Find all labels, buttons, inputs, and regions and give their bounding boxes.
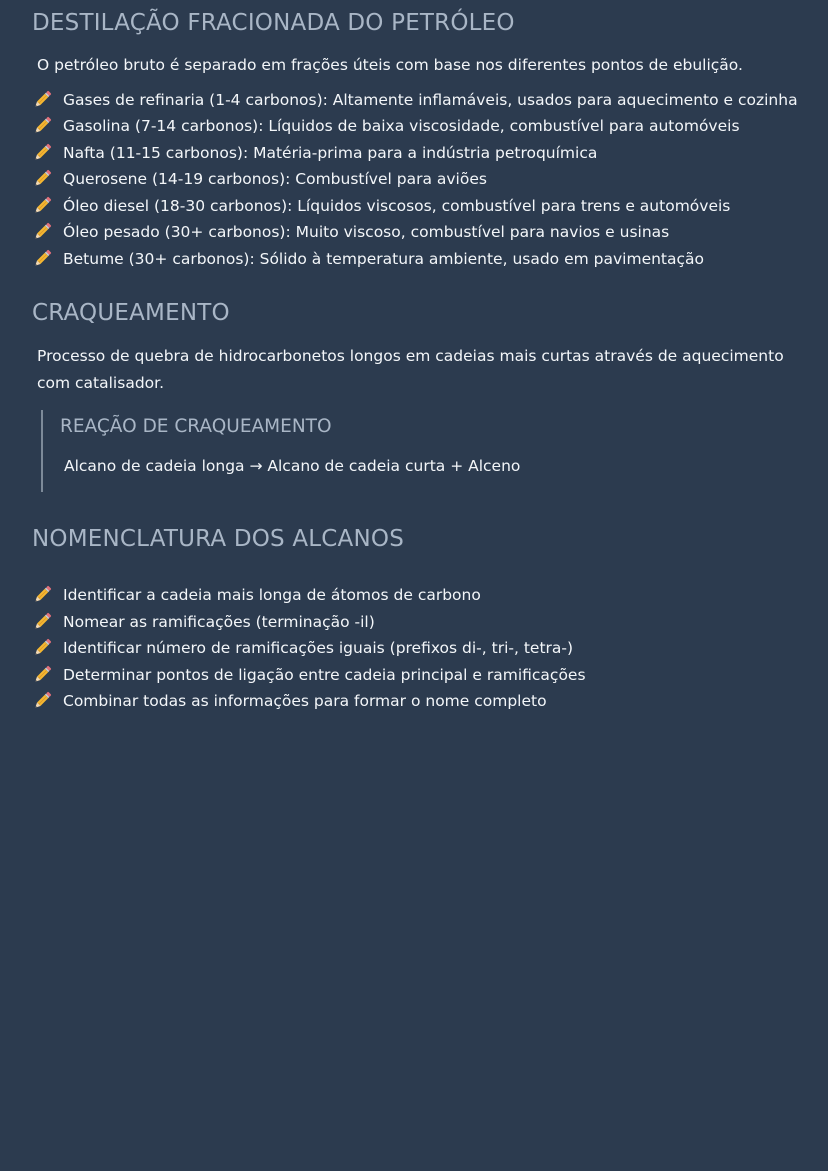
list-item xyxy=(32,688,798,715)
pencil-icon xyxy=(32,196,52,216)
reaction-callout xyxy=(41,410,798,492)
list-item xyxy=(32,193,798,220)
list-item xyxy=(32,166,798,193)
pencil-icon xyxy=(32,638,52,658)
list-item-text: Gasolina (7-14 carbonos): Líquidos de baixa viscosidade, combustível para automóveis xyxy=(63,117,740,136)
list-item xyxy=(32,87,798,114)
cracking-title: CRAQUEAMENTO xyxy=(32,300,230,326)
list-item-text: Combinar todas as informações para formar o nome completo xyxy=(63,692,547,711)
pencil-icon xyxy=(32,691,52,711)
list-item-text: Betume (30+ carbonos): Sólido à temperatura ambiente, usado em pavimentação xyxy=(63,249,705,268)
pencil-icon xyxy=(32,585,52,605)
nomenclature-title: NOMENCLATURA DOS ALCANOS xyxy=(32,526,404,552)
distillation-title: DESTILAÇÃO FRACIONADA DO PETRÓLEO xyxy=(32,10,515,36)
list-item-text: Óleo diesel (18-30 carbonos): Líquidos viscosos, combustível para trens e automóveis xyxy=(63,196,731,215)
reaction-equation: Alcano de cadeia longa → Alcano de cadeia curta + Alceno xyxy=(64,457,521,475)
list-item xyxy=(32,113,798,140)
list-item xyxy=(32,246,798,273)
nomenclature-list xyxy=(32,582,798,715)
pencil-icon xyxy=(32,143,52,163)
pencil-icon xyxy=(32,665,52,685)
list-item-text: Óleo pesado (30+ carbonos): Muito viscoso, combustível para navios e usinas xyxy=(63,223,670,242)
pencil-icon xyxy=(32,169,52,189)
pencil-icon xyxy=(32,90,52,110)
list-item xyxy=(32,609,798,636)
list-item-text: Determinar pontos de ligação entre cadeia principal e ramificações xyxy=(63,665,586,684)
list-item-text: Nafta (11-15 carbonos): Matéria-prima para a indústria petroquímica xyxy=(63,143,598,162)
list-item xyxy=(32,140,798,167)
pencil-icon xyxy=(32,222,52,242)
list-item xyxy=(32,219,798,246)
list-item-text: Identificar a cadeia mais longa de átomos de carbono xyxy=(63,586,481,605)
list-item-text: Querosene (14-19 carbonos): Combustível para aviões xyxy=(63,170,487,189)
pencil-icon xyxy=(32,249,52,269)
list-item-text: Identificar número de ramificações iguais (prefixos di-, tri-, tetra-) xyxy=(63,639,574,658)
pencil-icon xyxy=(32,116,52,136)
pencil-icon xyxy=(32,612,52,632)
list-item xyxy=(32,635,798,662)
list-item xyxy=(32,662,798,689)
list-item-text: Gases de refinaria (1-4 carbonos): Altamente inflamáveis, usados para aquecimento e cozinha xyxy=(63,90,798,109)
list-item-text: Nomear as ramificações (terminação -il) xyxy=(63,612,375,631)
callout-title: REAÇÃO DE CRAQUEAMENTO xyxy=(60,416,332,437)
list-item xyxy=(32,582,798,609)
cracking-description: Processo de quebra de hidrocarbonetos longos em cadeias mais curtas através de aquecimento com catalisador. xyxy=(37,347,784,392)
distillation-list xyxy=(32,87,798,273)
distillation-intro: O petróleo bruto é separado em frações úteis com base nos diferentes pontos de ebulição. xyxy=(37,56,743,74)
